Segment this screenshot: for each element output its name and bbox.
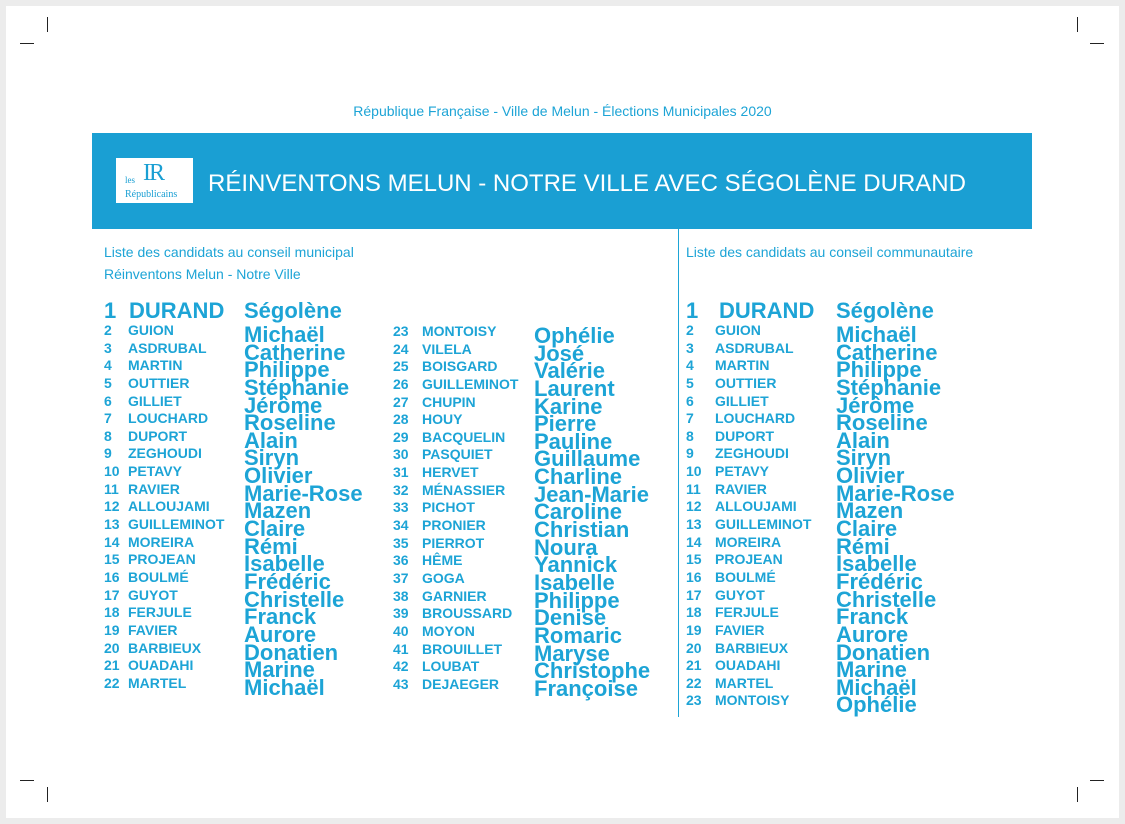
- candidate-last-name: PROJEAN: [715, 551, 783, 568]
- candidate-first-name: Roseline: [836, 410, 928, 436]
- candidate-first-name: Christelle: [244, 586, 345, 612]
- crop-mark: [20, 780, 34, 781]
- candidate-first-name: Michaël: [244, 322, 325, 347]
- candidate-first-name: Yannick: [534, 552, 618, 578]
- candidate-last-name: PICHOT: [422, 499, 475, 516]
- candidate-last-name: MARTIN: [128, 357, 183, 374]
- candidate-last-name: RAVIER: [715, 480, 767, 497]
- candidate-number: 39: [393, 605, 409, 622]
- candidate-last-name: MARTEL: [715, 674, 774, 691]
- candidate-first-name: Philippe: [534, 587, 620, 613]
- candidate-last-name: PRONIER: [422, 517, 486, 534]
- candidate-row: [686, 692, 966, 718]
- candidate-first-name: Françoise: [534, 675, 638, 701]
- candidate-last-name: OUADAHI: [715, 657, 781, 674]
- candidate-first-name: Donatien: [836, 639, 931, 665]
- candidate-first-name: Christophe: [534, 658, 651, 684]
- candidate-first-name: Jean-Marie: [534, 481, 649, 507]
- candidate-first-name: Isabelle: [244, 551, 325, 577]
- candidate-row: [393, 587, 673, 613]
- candidate-number: 22: [686, 674, 702, 691]
- candidate-last-name: MARTEL: [128, 674, 187, 691]
- candidate-last-name: BROUSSARD: [422, 605, 513, 622]
- candidate-number: 16: [104, 568, 120, 585]
- candidate-last-name: HERVET: [422, 464, 479, 481]
- candidate-row: [393, 446, 673, 472]
- candidate-last-name: ZEGHOUDI: [715, 445, 789, 462]
- candidate-number: 10: [104, 463, 120, 480]
- candidate-number: 6: [686, 392, 694, 409]
- candidate-number: 2: [104, 322, 112, 338]
- candidate-first-name: Romaric: [534, 622, 623, 648]
- candidate-first-name: Mazen: [244, 498, 312, 524]
- candidate-row: [104, 427, 384, 453]
- candidate-number: 18: [104, 604, 120, 621]
- candidate-number: 35: [393, 534, 409, 551]
- candidate-first-name: Denise: [534, 605, 607, 631]
- candidate-first-name: Pierre: [534, 411, 597, 437]
- candidate-last-name: GARNIER: [422, 587, 487, 604]
- candidate-row: [393, 499, 673, 525]
- candidate-last-name: PETAVY: [128, 463, 182, 480]
- candidate-first-name: Aurore: [244, 621, 317, 647]
- candidate-first-name: Isabelle: [836, 551, 917, 577]
- candidate-row: [393, 393, 673, 419]
- candidate-last-name: ASDRUBAL: [715, 339, 794, 356]
- candidate-first-name: Ségolène: [836, 298, 934, 323]
- candidate-last-name: GUYOT: [128, 586, 178, 603]
- candidate-last-name: ZEGHOUDI: [128, 445, 202, 462]
- candidate-row: [393, 640, 673, 666]
- candidate-first-name: José: [534, 340, 585, 366]
- candidate-last-name: PIERROT: [422, 534, 485, 551]
- candidate-last-name: FERJULE: [128, 604, 192, 621]
- candidate-last-name: OUADAHI: [128, 657, 194, 674]
- candidate-row: [393, 323, 673, 348]
- municipal-heading: Liste des candidats au conseil municipal: [104, 244, 354, 260]
- candidate-first-name: Laurent: [534, 375, 615, 401]
- candidate-number: 26: [393, 375, 409, 392]
- candidate-first-name: Olivier: [836, 463, 905, 489]
- candidate-first-name: Noura: [534, 534, 598, 560]
- candidate-row: [686, 445, 966, 471]
- candidate-number: 27: [393, 393, 409, 410]
- candidate-last-name: BOISGARD: [422, 358, 498, 375]
- candidate-number: 37: [393, 569, 409, 586]
- crop-mark: [47, 787, 48, 802]
- candidate-number: 28: [393, 411, 409, 428]
- candidate-last-name: GILLIET: [128, 392, 182, 409]
- candidate-first-name: Roseline: [244, 410, 336, 436]
- candidate-row: [686, 586, 966, 612]
- candidate-number: 14: [104, 533, 120, 550]
- candidate-last-name: VILELA: [422, 340, 472, 357]
- candidate-number: 21: [104, 657, 120, 674]
- candidate-number: 12: [104, 498, 120, 515]
- candidate-row: [104, 480, 384, 506]
- candidate-first-name: Ophélie: [534, 323, 615, 348]
- candidate-number: 17: [686, 586, 702, 603]
- candidate-number: 29: [393, 428, 409, 445]
- candidate-number: 34: [393, 517, 409, 534]
- candidate-last-name: FERJULE: [715, 604, 779, 621]
- candidate-last-name: PASQUIET: [422, 446, 493, 463]
- candidate-last-name: MOREIRA: [715, 533, 782, 550]
- candidate-number: 30: [393, 446, 409, 463]
- candidate-first-name: Catherine: [836, 339, 938, 365]
- candidate-first-name: Frédéric: [836, 568, 923, 594]
- candidate-first-name: Michaël: [836, 322, 917, 347]
- candidate-first-name: Jérôme: [836, 392, 915, 418]
- candidate-last-name: GUILLEMINOT: [128, 516, 225, 533]
- candidate-first-name: Claire: [244, 516, 306, 542]
- candidate-number: 23: [686, 692, 702, 709]
- candidate-number: 36: [393, 552, 409, 569]
- candidate-row: [686, 621, 966, 647]
- candidate-row: [104, 639, 384, 665]
- candidate-last-name: MONTOISY: [715, 692, 790, 709]
- candidate-number: 15: [104, 551, 120, 568]
- candidate-row: [686, 639, 966, 665]
- municipal-head-candidate: [104, 298, 404, 324]
- candidate-first-name: Rémi: [836, 533, 890, 559]
- crop-mark: [47, 17, 48, 32]
- candidate-first-name: Franck: [244, 604, 317, 630]
- candidate-row: [104, 621, 384, 647]
- candidate-number: 32: [393, 481, 409, 498]
- candidate-row: [686, 480, 966, 506]
- candidate-row: [393, 481, 673, 507]
- candidate-last-name: OUTTIER: [715, 374, 777, 391]
- candidate-number: 21: [686, 657, 702, 674]
- logo-ir-text: IR: [143, 160, 163, 186]
- candidate-first-name: Christian: [534, 517, 630, 543]
- candidate-first-name: Rémi: [244, 533, 298, 559]
- municipal-list-column-1: [104, 322, 384, 700]
- candidate-number: 10: [686, 463, 702, 480]
- candidate-last-name: ALLOUJAMI: [715, 498, 797, 515]
- candidate-number: 42: [393, 658, 409, 675]
- crop-mark: [1090, 780, 1104, 781]
- crop-mark: [1090, 43, 1104, 44]
- candidate-row: [686, 568, 966, 594]
- candidate-number: 23: [393, 323, 409, 339]
- candidate-last-name: DURAND: [129, 298, 225, 323]
- candidate-first-name: Alain: [836, 427, 890, 453]
- candidate-last-name: PROJEAN: [128, 551, 196, 568]
- candidate-number: 13: [104, 516, 120, 533]
- candidate-number: 3: [104, 339, 112, 356]
- community-head-candidate: [686, 298, 986, 324]
- candidate-number: 1: [686, 298, 699, 323]
- candidate-first-name: Marine: [836, 657, 907, 683]
- candidate-last-name: MOYON: [422, 622, 475, 639]
- candidate-last-name: LOUBAT: [422, 658, 480, 675]
- candidate-number: 25: [393, 358, 409, 375]
- candidate-first-name: Michaël: [836, 674, 917, 700]
- candidate-last-name: HÊME: [422, 552, 463, 569]
- candidate-row: [686, 392, 966, 418]
- candidate-last-name: ASDRUBAL: [128, 339, 207, 356]
- candidate-number: 20: [104, 639, 120, 656]
- crop-mark: [20, 43, 34, 44]
- community-heading: Liste des candidats au conseil communautaire: [686, 244, 974, 260]
- candidate-row: [104, 568, 384, 594]
- candidate-row: [686, 322, 966, 347]
- candidate-first-name: Stéphanie: [836, 374, 942, 400]
- candidate-number: 11: [686, 480, 701, 497]
- candidate-last-name: ALLOUJAMI: [128, 498, 210, 515]
- crop-mark: [1077, 787, 1078, 802]
- les-republicains-logo: [116, 158, 193, 203]
- candidate-row: [686, 498, 966, 524]
- candidate-number: 7: [104, 410, 112, 427]
- logo-les-text: les: [125, 175, 135, 185]
- candidate-last-name: BOULMÉ: [715, 568, 776, 585]
- candidate-last-name: DURAND: [719, 298, 815, 323]
- candidate-number: 20: [686, 639, 702, 656]
- candidate-number: 9: [104, 445, 112, 462]
- candidate-row: [686, 427, 966, 453]
- candidate-last-name: DUPORT: [128, 427, 188, 444]
- candidate-last-name: BARBIEUX: [715, 639, 789, 656]
- candidate-row: [686, 339, 966, 365]
- candidate-last-name: GUILLEMINOT: [422, 375, 519, 392]
- candidate-first-name: Claire: [836, 516, 898, 542]
- candidate-number: 24: [393, 340, 409, 357]
- document-header: République Française - Ville de Melun - Élections Municipales 2020: [353, 103, 772, 119]
- candidate-number: 8: [104, 427, 112, 444]
- candidate-number: 5: [686, 374, 694, 391]
- candidate-first-name: Caroline: [534, 499, 623, 525]
- candidate-first-name: Stéphanie: [244, 374, 350, 400]
- candidate-last-name: GUYOT: [715, 586, 765, 603]
- candidate-number: 40: [393, 622, 409, 639]
- candidate-row: [104, 339, 384, 365]
- candidate-number: 14: [686, 533, 702, 550]
- candidate-first-name: Guillaume: [534, 446, 641, 472]
- candidate-row: [104, 498, 384, 524]
- candidate-last-name: GUION: [128, 322, 174, 338]
- candidate-row: [393, 622, 673, 648]
- candidate-last-name: DEJAEGER: [422, 675, 500, 692]
- candidate-first-name: Siryn: [836, 445, 892, 471]
- candidate-last-name: BARBIEUX: [128, 639, 202, 656]
- candidate-last-name: GUILLEMINOT: [715, 516, 812, 533]
- candidate-first-name: Philippe: [836, 357, 922, 383]
- candidate-first-name: Ségolène: [244, 298, 342, 323]
- candidate-last-name: LOUCHARD: [128, 410, 209, 427]
- candidate-number: 8: [686, 427, 694, 444]
- candidate-last-name: MARTIN: [715, 357, 770, 374]
- candidate-last-name: MOREIRA: [128, 533, 195, 550]
- candidate-first-name: Mazen: [836, 498, 904, 524]
- candidate-number: 11: [104, 480, 119, 497]
- candidate-row: [393, 428, 673, 454]
- candidate-first-name: Philippe: [244, 357, 330, 383]
- candidate-number: 15: [686, 551, 702, 568]
- candidate-last-name: FAVIER: [128, 621, 178, 638]
- candidate-last-name: BROUILLET: [422, 640, 503, 657]
- candidate-first-name: Frédéric: [244, 568, 331, 594]
- candidate-row: [686, 674, 966, 700]
- candidate-row: [686, 533, 966, 559]
- candidate-row: [393, 534, 673, 560]
- candidate-number: 4: [104, 357, 112, 374]
- candidate-last-name: CHUPIN: [422, 393, 476, 410]
- candidate-first-name: Donatien: [244, 639, 339, 665]
- candidate-number: 17: [104, 586, 120, 603]
- candidate-last-name: LOUCHARD: [715, 410, 796, 427]
- candidate-last-name: PETAVY: [715, 463, 769, 480]
- candidate-number: 43: [393, 675, 409, 692]
- candidate-last-name: FAVIER: [715, 621, 765, 638]
- candidate-row: [393, 375, 673, 401]
- candidate-first-name: Marine: [244, 657, 315, 683]
- candidate-first-name: Michaël: [244, 674, 325, 700]
- candidate-first-name: Valérie: [534, 358, 605, 384]
- candidate-number: 7: [686, 410, 694, 427]
- candidate-last-name: GILLIET: [715, 392, 769, 409]
- candidate-number: 9: [686, 445, 694, 462]
- candidate-number: 31: [393, 464, 409, 481]
- candidate-first-name: Maryse: [534, 640, 610, 666]
- candidate-number: 3: [686, 339, 694, 356]
- title-banner: [92, 133, 1032, 229]
- crop-mark: [1077, 17, 1078, 32]
- banner-title: RÉINVENTONS MELUN - NOTRE VILLE AVEC SÉGOLÈNE DURAND: [208, 170, 966, 197]
- candidate-last-name: GOGA: [422, 569, 465, 586]
- candidate-last-name: BOULMÉ: [128, 568, 189, 585]
- municipal-list-column-2: [393, 323, 673, 701]
- candidate-number: 5: [104, 374, 112, 391]
- candidate-first-name: Ophélie: [836, 692, 917, 718]
- candidate-number: 18: [686, 604, 702, 621]
- candidate-row: [104, 392, 384, 418]
- candidate-first-name: Jérôme: [244, 392, 323, 418]
- candidate-number: 13: [686, 516, 702, 533]
- candidate-number: 4: [686, 357, 694, 374]
- candidate-first-name: Olivier: [244, 463, 313, 489]
- candidate-number: 2: [686, 322, 694, 338]
- candidate-first-name: Catherine: [244, 339, 346, 365]
- candidate-number: 1: [104, 298, 117, 323]
- candidate-first-name: Christelle: [836, 586, 937, 612]
- candidate-row: [104, 322, 384, 347]
- candidate-row: [104, 374, 384, 400]
- candidate-number: 19: [104, 621, 120, 638]
- candidate-number: 6: [104, 392, 112, 409]
- list-name: Réinventons Melun - Notre Ville: [104, 266, 301, 282]
- candidate-number: 38: [393, 587, 409, 604]
- candidate-number: 33: [393, 499, 409, 516]
- community-list: [686, 322, 966, 718]
- candidate-number: 41: [393, 640, 409, 657]
- candidate-last-name: MONTOISY: [422, 323, 497, 339]
- candidate-first-name: Karine: [534, 393, 603, 419]
- candidate-last-name: MÉNASSIER: [422, 481, 506, 498]
- candidate-row: [393, 340, 673, 366]
- candidate-number: 16: [686, 568, 702, 585]
- candidate-last-name: GUION: [715, 322, 761, 338]
- candidate-first-name: Siryn: [244, 445, 300, 471]
- candidate-first-name: Aurore: [836, 621, 909, 647]
- candidate-row: [104, 586, 384, 612]
- candidate-row: [393, 569, 673, 595]
- candidate-last-name: OUTTIER: [128, 374, 190, 391]
- candidate-first-name: Marie-Rose: [836, 480, 955, 506]
- candidate-row: [104, 674, 384, 700]
- candidate-row: [104, 445, 384, 471]
- candidate-number: 22: [104, 674, 120, 691]
- candidate-last-name: DUPORT: [715, 427, 775, 444]
- candidate-last-name: BACQUELIN: [422, 428, 506, 445]
- column-divider: [678, 229, 679, 717]
- candidate-row: [104, 533, 384, 559]
- candidate-row: [686, 374, 966, 400]
- candidate-number: 19: [686, 621, 702, 638]
- candidate-first-name: Isabelle: [534, 569, 615, 595]
- candidate-first-name: Alain: [244, 427, 298, 453]
- candidate-number: 12: [686, 498, 702, 515]
- logo-republicains-text: Républicains: [125, 189, 178, 200]
- candidate-row: [393, 675, 673, 701]
- candidate-first-name: Franck: [836, 604, 909, 630]
- candidate-last-name: RAVIER: [128, 480, 180, 497]
- candidate-last-name: HOUY: [422, 411, 463, 428]
- candidate-first-name: Charline: [534, 464, 623, 490]
- candidate-first-name: Pauline: [534, 428, 613, 454]
- candidate-first-name: Marie-Rose: [244, 480, 363, 506]
